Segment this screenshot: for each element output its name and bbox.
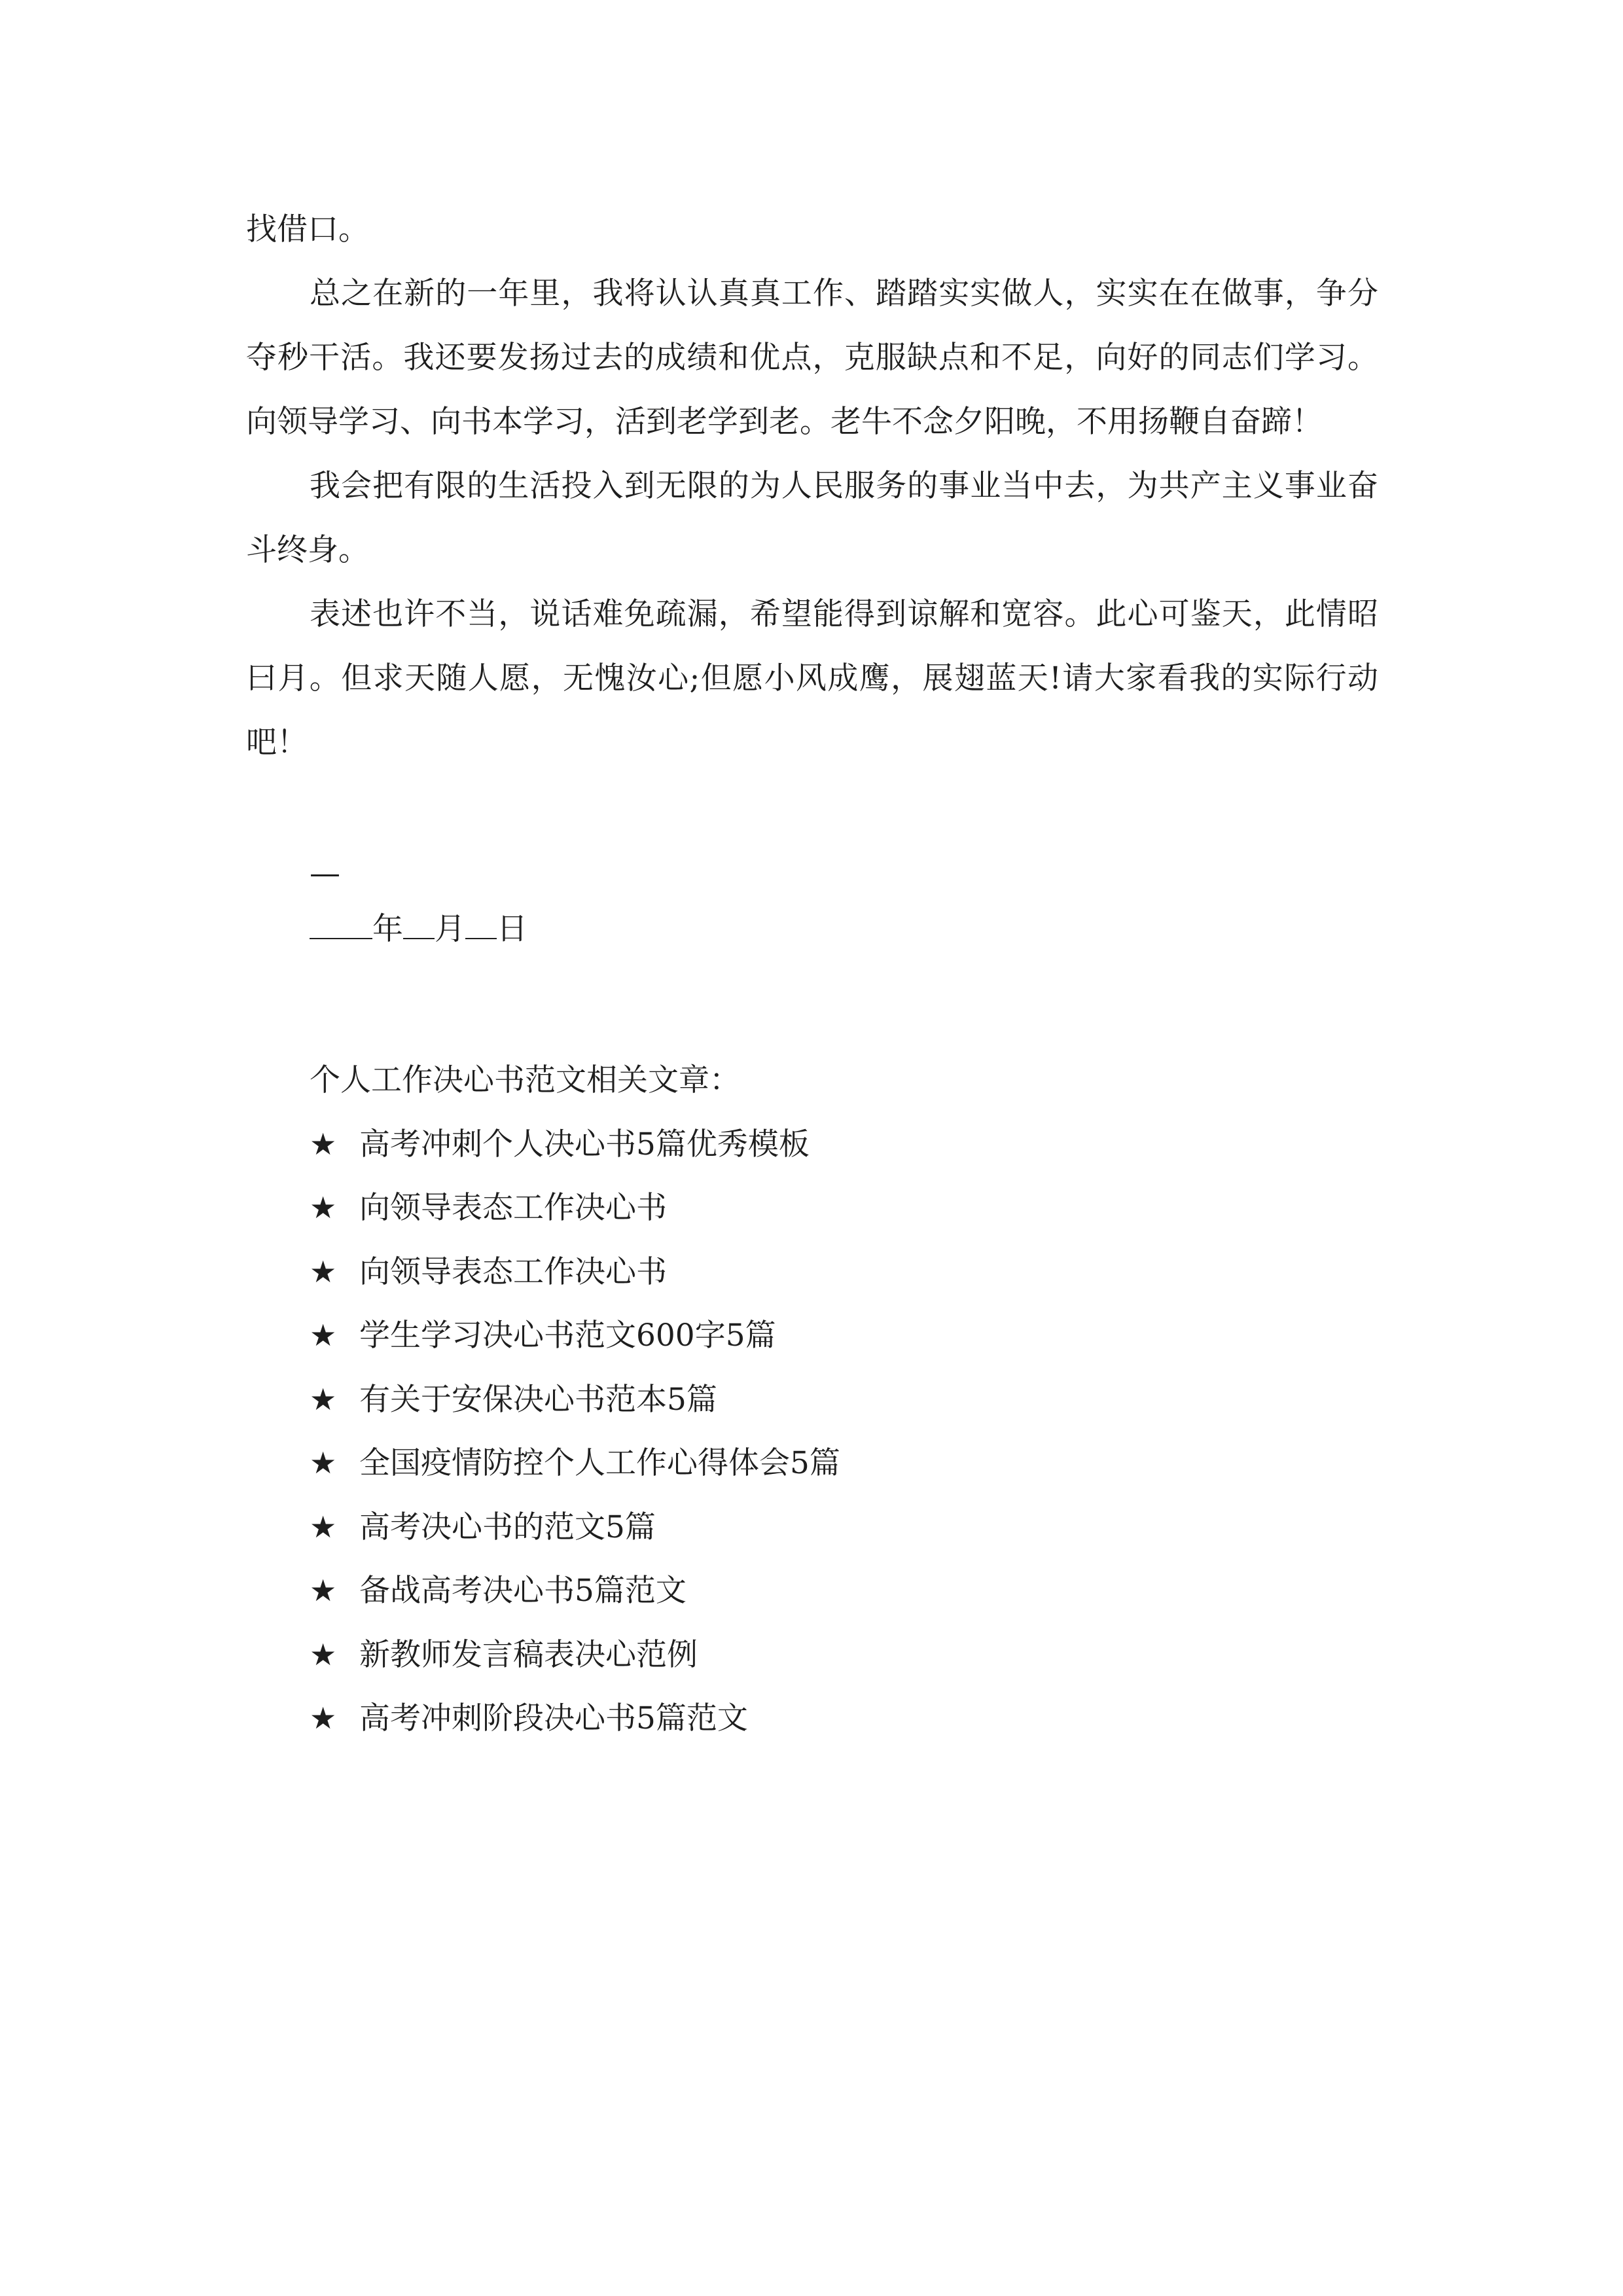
- related-link[interactable]: 学生学习决心书范文600字5篇: [359, 1318, 776, 1354]
- related-item[interactable]: [310, 1496, 840, 1560]
- signature-date: [310, 897, 527, 961]
- paragraph: 找借口。: [246, 211, 369, 247]
- star-icon: ★: [310, 1509, 337, 1545]
- star-icon: ★: [310, 1445, 337, 1480]
- related-link[interactable]: 向领导表态工作决心书: [359, 1190, 667, 1226]
- star-icon: ★: [310, 1253, 337, 1289]
- related-link[interactable]: 高考决心书的范文5篇: [359, 1509, 656, 1545]
- year-label: 年: [372, 911, 403, 947]
- related-link[interactable]: 备战高考决心书5篇范文: [359, 1573, 687, 1609]
- day-blank: [465, 909, 497, 939]
- signature-dash: —: [310, 855, 340, 891]
- related-link[interactable]: 新教师发言稿表决心范例: [359, 1636, 698, 1673]
- related-link[interactable]: 高考冲刺阶段决心书5篇范文: [359, 1700, 748, 1736]
- month-label: 月: [435, 911, 465, 947]
- related-link[interactable]: 高考冲刺个人决心书5篇优秀模板: [359, 1126, 810, 1162]
- paragraph: 我会把有限的生活投入到无限的为人民服务的事业当中去，为共产主义事业奋斗终身。: [246, 468, 1378, 568]
- related-link[interactable]: 全国疫情防控个人工作心得体会5篇: [359, 1445, 840, 1481]
- star-icon: ★: [310, 1190, 337, 1225]
- related-link[interactable]: 有关于安保决心书范本5篇: [359, 1381, 717, 1418]
- star-icon: ★: [310, 1700, 337, 1736]
- related-item[interactable]: [310, 1559, 840, 1623]
- month-blank: [403, 909, 435, 939]
- year-blank: [310, 909, 372, 939]
- related-item[interactable]: [310, 1368, 840, 1432]
- star-icon: ★: [310, 1636, 337, 1672]
- day-label: 日: [497, 911, 527, 947]
- star-icon: ★: [310, 1381, 337, 1417]
- related-item[interactable]: [310, 1431, 840, 1496]
- related-heading: 个人工作决心书范文相关文章：: [310, 1062, 740, 1098]
- related-item[interactable]: [310, 1623, 840, 1687]
- star-icon: ★: [310, 1318, 337, 1353]
- related-item[interactable]: [310, 1304, 840, 1368]
- body-text: [246, 198, 1378, 775]
- related-list: [310, 1113, 840, 1751]
- related-articles: [310, 1049, 840, 1751]
- related-item[interactable]: [310, 1687, 840, 1751]
- related-item[interactable]: [310, 1240, 840, 1304]
- related-item[interactable]: [310, 1113, 840, 1177]
- related-item[interactable]: [310, 1176, 840, 1240]
- star-icon: ★: [310, 1126, 337, 1162]
- paragraph: 总之在新的一年里，我将认认真真工作、踏踏实实做人，实实在在做事，争分夺秒干活。我还要发扬过去的成绩和优点，克服缺点和不足，向好的同志们学习。向领导学习、向书本学习，活到老学到老。老牛不念夕阳晚，不用扬鞭自奋蹄！: [246, 276, 1378, 440]
- paragraph: 表述也许不当，说话难免疏漏，希望能得到谅解和宽容。此心可鉴天，此情昭曰月。但求天随人愿，无愧汝心;但愿小风成鹰，展翅蓝天!请大家看我的实际行动吧！: [246, 596, 1378, 761]
- related-link[interactable]: 向领导表态工作决心书: [359, 1253, 667, 1290]
- star-icon: ★: [310, 1573, 337, 1608]
